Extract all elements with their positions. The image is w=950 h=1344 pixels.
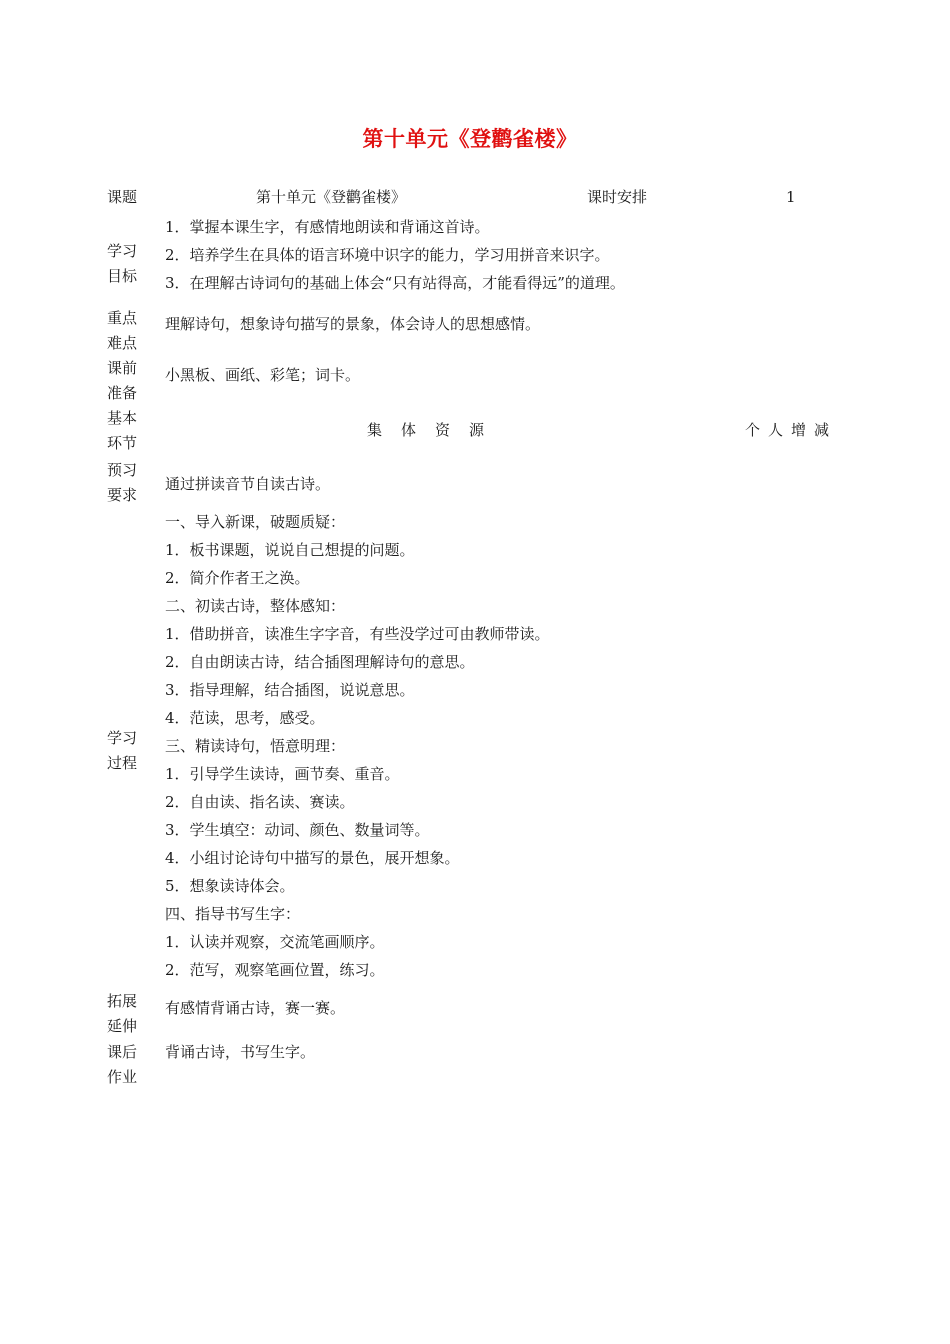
process-line: 1．引导学生读诗，画节奏、重音。: [165, 765, 400, 783]
focus-text: 理解诗句，想象诗句描写的景象，体会诗人的思想感情。: [165, 315, 541, 333]
preview-text: 通过拼读音节自读古诗。: [165, 475, 331, 493]
topic-value: 第十单元《登鹳雀楼》: [256, 188, 407, 206]
homework-label: 课后 作业: [107, 1043, 138, 1086]
process-line: 三、精读诗句，悟意明理：: [165, 737, 346, 755]
page-title: 第十单元《登鹳雀楼》: [362, 126, 578, 151]
basic-label: 基本 环节: [107, 409, 138, 452]
topic-label: 课题: [107, 188, 138, 206]
process-line: 2．自由读、指名读、赛读。: [165, 793, 355, 811]
process-line: 四、指导书写生字：: [165, 905, 301, 923]
process-line: 1．板书课题，说说自己想提的问题。: [165, 541, 415, 559]
process-line: 一、导入新课，破题质疑：: [165, 513, 346, 531]
goals-label: 学习 目标: [107, 242, 138, 285]
process-line: 3．指导理解，结合插图，说说意思。: [165, 681, 415, 699]
process-line: 5．想象读诗体会。: [165, 877, 295, 895]
prep-text: 小黑板、画纸、彩笔；词卡。: [165, 366, 361, 384]
process-line: 2．自由朗读古诗，结合插图理解诗句的意思。: [165, 653, 475, 671]
process-line: 3．学生填空：动词、颜色、数量词等。: [165, 821, 430, 839]
goal-item: 1．掌握本课生字，有感情地朗读和背诵这首诗。: [165, 218, 490, 236]
personal-adjustments-header: 个人增减: [745, 421, 838, 439]
process-label: 学习 过程: [107, 729, 138, 772]
goal-item: 3．在理解古诗词句的基础上体会“只有站得高，才能看得远”的道理。: [165, 274, 625, 292]
focus-label: 重点 难点: [107, 309, 138, 352]
prep-label: 课前 准备: [107, 359, 138, 402]
process-line: 1．认读并观察，交流笔画顺序。: [165, 933, 385, 951]
process-steps: [165, 508, 550, 984]
homework-text: 背诵古诗，书写生字。: [165, 1043, 316, 1061]
extension-text: 有感情背诵古诗，赛一赛。: [165, 999, 346, 1017]
preview-label: 预习 要求: [107, 461, 138, 504]
process-line: 2．范写，观察笔画位置，练习。: [165, 961, 385, 979]
schedule-label: 课时安排: [587, 188, 648, 206]
extension-label: 拓展 延伸: [107, 992, 138, 1035]
process-line: 4．范读，思考，感受。: [165, 709, 325, 727]
process-line: 二、初读古诗，整体感知：: [165, 597, 346, 615]
goal-item: 2．培养学生在具体的语言环境中识字的能力，学习用拼音来识字。: [165, 246, 610, 264]
process-line: 4．小组讨论诗句中描写的景色，展开想象。: [165, 849, 460, 867]
collective-resources-header: 集体资源: [367, 421, 504, 439]
goals-list: [165, 213, 625, 297]
process-line: 1．借助拼音，读准生字字音，有些没学过可由教师带读。: [165, 625, 550, 643]
process-line: 2．简介作者王之涣。: [165, 569, 310, 587]
schedule-value: 1: [786, 188, 796, 206]
